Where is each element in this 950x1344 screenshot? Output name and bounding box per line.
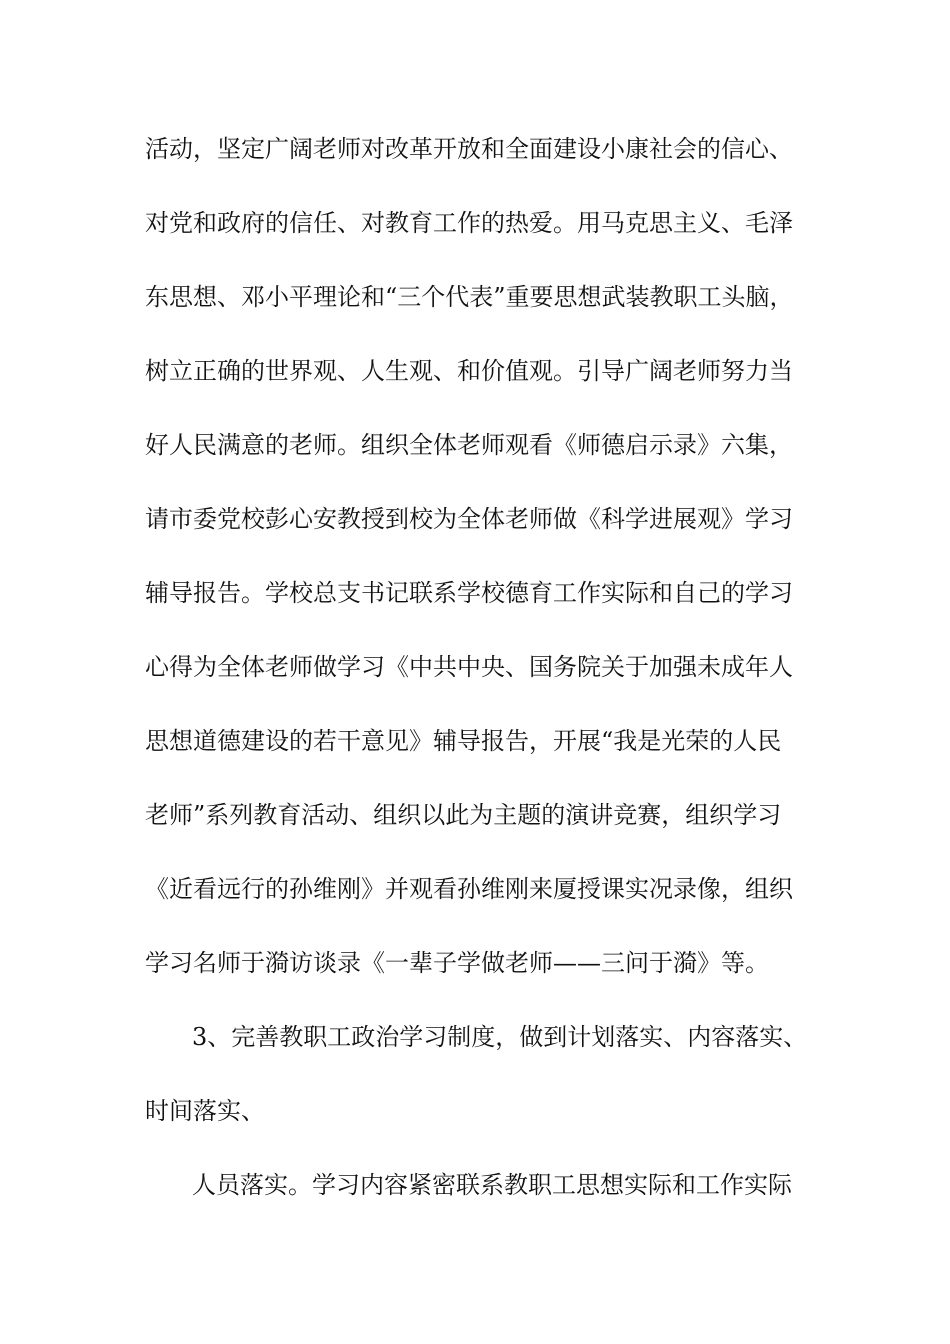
text-line: 对党和政府的信任、对教育工作的热爱。用马克思主义、毛泽: [145, 209, 793, 237]
paragraph-start-line: 3、完善教职工政治学习制度，做到计划落实、内容落实、: [192, 1023, 808, 1051]
text-line: 东思想、邓小平理论和“三个代表”重要思想武装教职工头脑，: [145, 283, 794, 311]
text-line: 心得为全体老师做学习《中共中央、国务院关于加强未成年人: [145, 653, 793, 681]
text-line: 时间落实、: [145, 1097, 265, 1125]
paragraph-start-line: 人员落实。学习内容紧密联系教职工思想实际和工作实际: [192, 1171, 792, 1199]
text-line: 请市委党校彭心安教授到校为全体老师做《科学进展观》学习: [145, 505, 793, 533]
text-line: 树立正确的世界观、人生观、和价值观。引导广阔老师努力当: [145, 357, 793, 385]
text-line: 学习名师于漪访谈录《一辈子学做老师——三问于漪》等。: [145, 949, 769, 977]
text-line: 好人民满意的老师。组织全体老师观看《师德启示录》六集，: [145, 431, 793, 459]
text-line: 活动，坚定广阔老师对改革开放和全面建设小康社会的信心、: [145, 135, 793, 163]
text-line: 辅导报告。学校总支书记联系学校德育工作实际和自己的学习: [145, 579, 793, 607]
text-line: 《近看远行的孙维刚》并观看孙维刚来厦授课实况录像，组织: [145, 875, 793, 903]
text-line: 思想道德建设的若干意见》辅导报告，开展“我是光荣的人民: [145, 727, 782, 755]
text-line: 老师”系列教育活动、组织以此为主题的演讲竞赛，组织学习: [145, 801, 782, 829]
